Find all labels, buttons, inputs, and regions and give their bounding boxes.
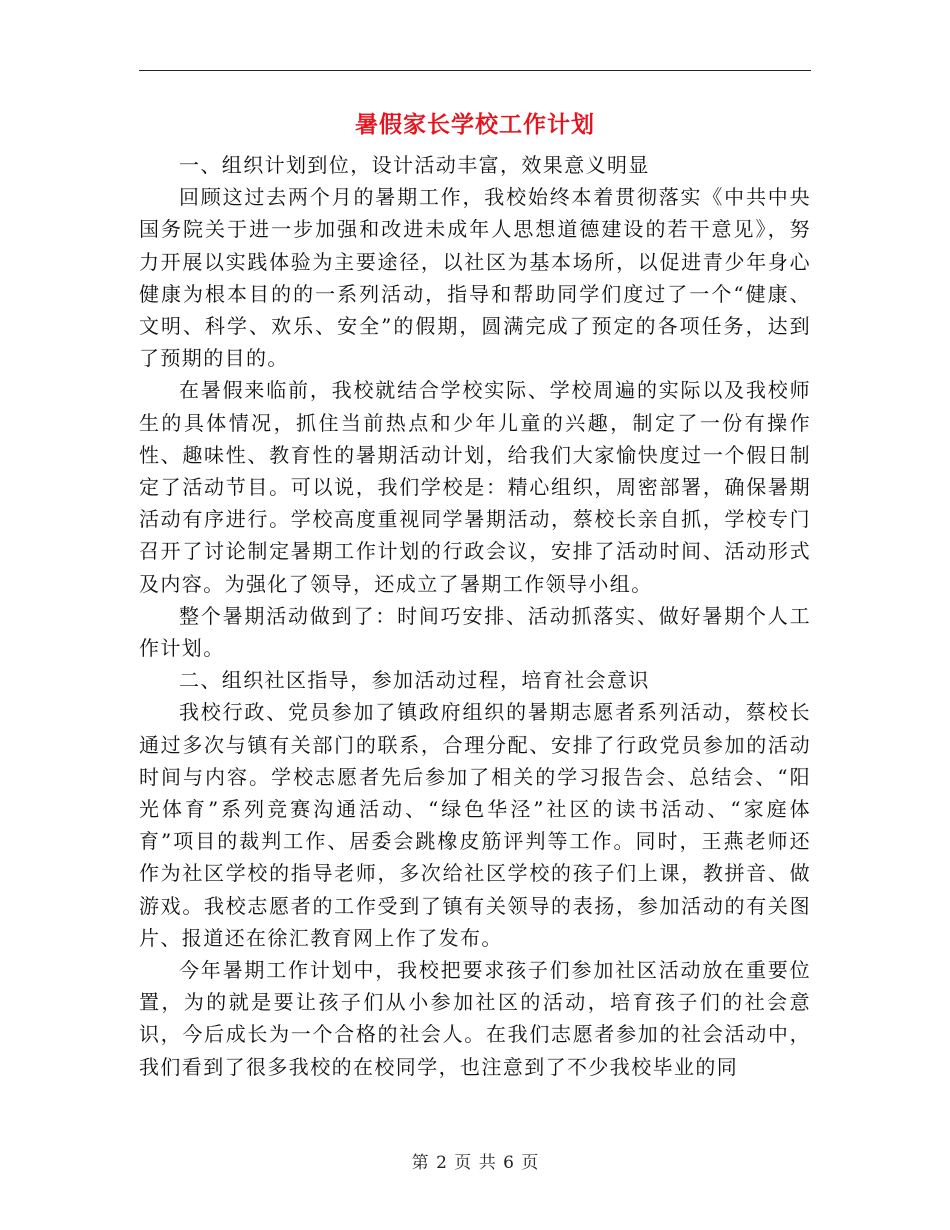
body-paragraph: 在暑假来临前，我校就结合学校实际、学校周遍的实际以及我校师生的具体情况，抓住当前热点和少年儿童的兴趣，制定了一份有操作性、趣味性、教育性的暑期活动计划，给我们大家愉快度过一个假日制定了活动节目。可以说，我们学校是：精心组织，周密部署，确保暑期活动有序进行。学校高度重视同学暑期活动，蔡校长亲自抓，学校专门召开了讨论制定暑期工作计划的行政会议，安排了活动时间、活动形式及内容。为强化了领导，还成立了暑期工作领导小组。: [139, 378, 811, 596]
body-paragraph: 回顾这过去两个月的暑期工作，我校始终本着贯彻落实《中共中央国务院关于进一步加强和改进未成年人思想道德建设的若干意见》，努力开展以实践体验为主要途径，以社区为基本场所，以促进青少年身心健康为根本目的的一系列活动，指导和帮助同学们度过了一个“健康、文明、科学、欢乐、安全”的假期，圆满完成了预定的各项任务，达到了预期的目的。: [139, 185, 811, 371]
section-heading-2: 二、组织社区指导，参加活动过程，培育社会意识: [179, 668, 650, 693]
body-paragraph: 整个暑期活动做到了：时间巧安排、活动抓落实、做好暑期个人工作计划。: [139, 603, 811, 661]
body-paragraph: 我校行政、党员参加了镇政府组织的暑期志愿者系列活动，蔡校长通过多次与镇有关部门的联系，合理分配、安排了行政党员参加的活动时间与内容。学校志愿者先后参加了相关的学习报告会、总结会、“阳光体育”系列竞赛沟通活动、“绿色华泾”社区的读书活动、“家庭体育”项目的裁判工作、居委会跳橡皮筋评判等工作。同时，王燕老师还作为社区学校的指导老师，多次给社区学校的孩子们上课，教拼音、做游戏。我校志愿者的工作受到了镇有关领导的表扬，参加活动的有关图片、报道还在徐汇教育网上作了发布。: [139, 700, 811, 950]
body-paragraph: 今年暑期工作计划中，我校把要求孩子们参加社区活动放在重要位置，为的就是要让孩子们从小参加社区的活动，培育孩子们的社会意识，今后成长为一个合格的社会人。在我们志愿者参加的社会活动中，我们看到了很多我校的在校同学，也注意到了不少我校毕业的同: [139, 958, 811, 1079]
document-title: 暑假家长学校工作计划: [355, 111, 595, 138]
header-rule: [139, 70, 811, 71]
section-heading-1: 一、组织计划到位，设计活动丰富，效果意义明显: [179, 153, 650, 177]
document-body: [139, 149, 811, 1083]
page-number-footer: 第 2 页 共 6 页: [411, 1153, 539, 1173]
